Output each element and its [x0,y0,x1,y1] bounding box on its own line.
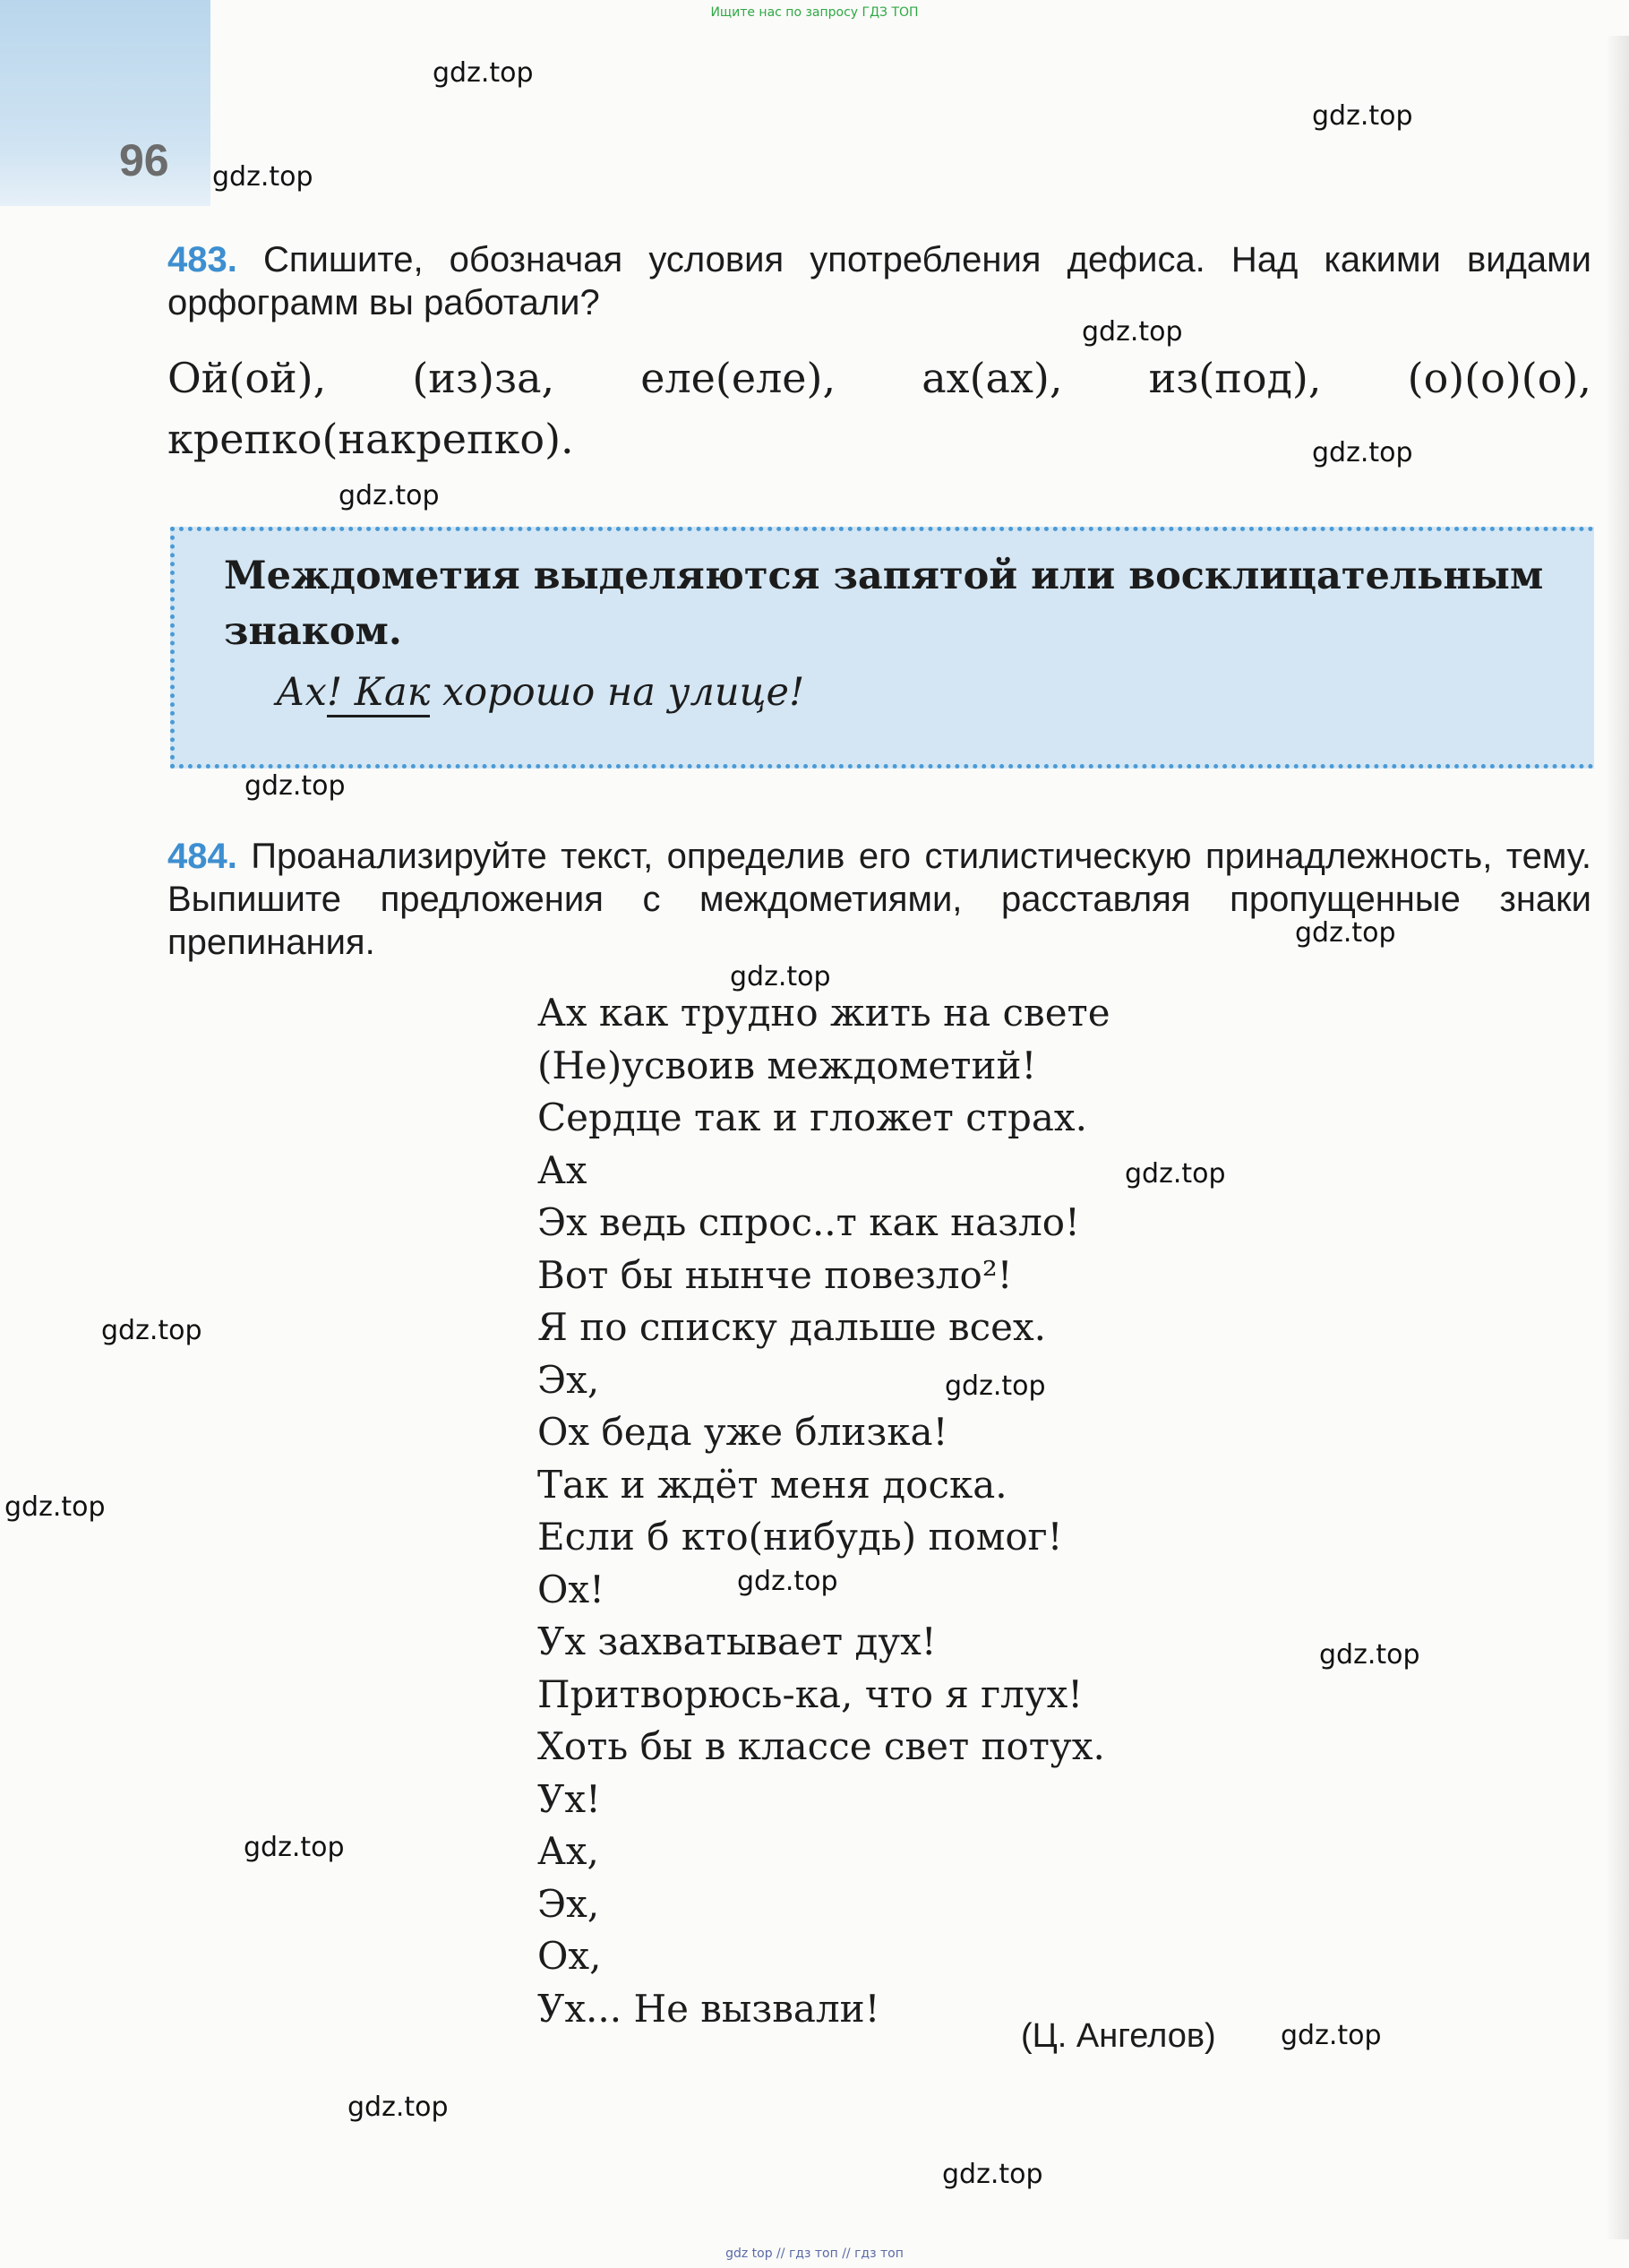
rule-example-rest: хорошо на улице! [430,670,805,715]
watermark: gdz.top [244,1832,345,1863]
rule-example-next-word: Как [355,670,431,717]
exercise-text: Проанализируйте текст, определив его стилистическую принадлежность, тему. Выпишите предложения с междометиями, расставляя пропущенные знаки препинания. [167,837,1591,962]
watermark: gdz.top [1312,437,1413,468]
rule-example [276,670,1440,715]
watermark: gdz.top [1319,1639,1420,1671]
poem-line: Так и ждёт меня доска. [537,1462,1007,1507]
watermark: gdz.top [4,1491,106,1523]
poem-line: Сердце так и гложет страх. [537,1095,1087,1139]
poem-line: Вот бы нынче повезло²! [537,1252,1013,1297]
rule-example-interjection: Ах [276,670,327,715]
page-number: 96 [119,135,169,185]
poem-line: Я по списку дальше всех. [537,1305,1047,1349]
rule-example-punctuation: ! [327,670,355,717]
exercise-text: Спишите, обозначая условия употребления дефиса. Над какими видами орфограмм вы работали? [167,240,1591,322]
watermark: gdz.top [1295,917,1396,949]
watermark: gdz.top [737,1566,838,1597]
watermark: gdz.top [730,961,831,992]
poem-line: Притворюсь-ка, что я глух! [537,1671,1084,1716]
exercise-483-task [167,238,1591,324]
watermark: gdz.top [942,2159,1043,2190]
poem-line: Эх, [537,1357,600,1402]
page-edge-shadow [1606,36,1629,2239]
poem-line: Ух захватывает дух! [537,1619,937,1663]
watermark: gdz.top [1125,1158,1226,1190]
exercise-number: 483. [167,240,237,279]
rule-text: Междометия выделяются запятой или восклицательным знаком. [224,554,1544,654]
poem-line: Ух! [537,1776,601,1821]
poem-line: Эх ведь спрос..т как назло! [537,1200,1080,1244]
top-note: Ищите нас по запросу ГДЗ ТОП [710,5,919,20]
page-corner-decoration [0,0,210,206]
poem-line: Хоть бы в классе свет потух. [537,1724,1105,1768]
poem-line: Эх, [537,1881,600,1926]
watermark: gdz.top [433,57,534,89]
watermark: gdz.top [212,161,313,193]
bottom-note: gdz top // гдз топ // гдз топ [725,2247,904,2261]
poem-author: (Ц. Ангелов) [1021,2017,1216,2055]
watermark: gdz.top [1312,100,1413,132]
exercise-484-task [167,835,1591,964]
poem-line: Ох, [537,1934,602,1978]
watermark: gdz.top [347,2092,449,2123]
exercise-number: 484. [167,837,237,876]
poem-line: Ох! [537,1567,604,1611]
poem-line: Ах [537,1147,587,1192]
poem [537,987,1567,2035]
watermark: gdz.top [945,1370,1046,1402]
watermark: gdz.top [1082,316,1183,348]
poem-line: Ух... Не вызвали! [537,1986,880,2031]
poem-line: Ах как трудно жить на свете [537,991,1110,1035]
watermark: gdz.top [244,770,346,802]
poem-line: (Не)усвоив междометий! [537,1043,1037,1087]
poem-line: Ах, [537,1829,599,1873]
watermark: gdz.top [1281,2020,1382,2051]
poem-line: Если б кто(нибудь) помог! [537,1515,1063,1559]
watermark: gdz.top [101,1315,202,1346]
poem-line: Ох беда уже близка! [537,1410,948,1454]
watermark: gdz.top [339,480,440,511]
exercise-483-words: Ой(ой), (из)за, еле(еле), ах(ах), из(под), (о)(о)(о), крепко(накрепко). [167,354,1591,463]
